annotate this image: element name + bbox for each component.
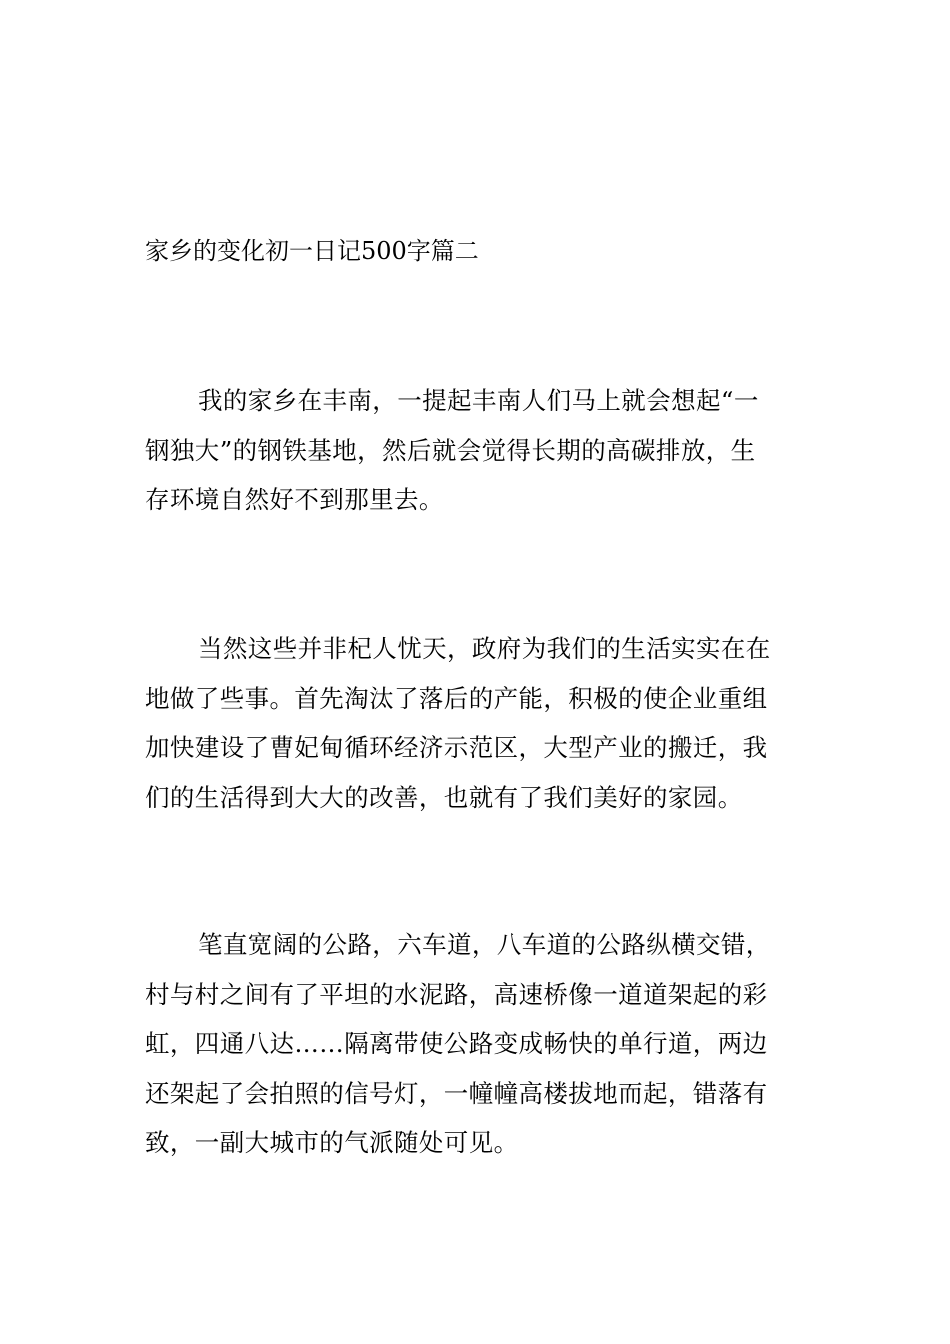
- paragraph-line: 致，一副大城市的气派随处可见。: [145, 1128, 519, 1157]
- paragraph-2: [145, 624, 807, 822]
- paragraph-line: 存环境自然好不到那里去。: [145, 485, 444, 514]
- document-title: 家乡的变化初一日记500字篇二: [145, 237, 479, 265]
- paragraph-line: 笔直宽阔的公路，六车道，八车道的公路纵横交错，: [198, 930, 771, 959]
- paragraph-3: [145, 920, 807, 1168]
- paragraph-line: 加快建设了曹妃甸循环经济示范区，大型产业的搬迁，我: [145, 733, 768, 762]
- paragraph-line: 钢独大”的钢铁基地，然后就会觉得长期的高碳排放，生: [145, 435, 756, 465]
- paragraph-line: 村与村之间有了平坦的水泥路，高速桥像一道道架起的彩: [145, 979, 768, 1009]
- paragraph-line: 当然这些并非杞人忧天，政府为我们的生活实实在在: [198, 634, 771, 663]
- paragraph-1: [145, 376, 807, 525]
- paragraph-line: 我的家乡在丰南，一提起丰南人们马上就会想起“一: [198, 386, 759, 415]
- paragraph-line: 虹，四通八达……隔离带使公路变成畅快的单行道，两边: [145, 1029, 768, 1058]
- paragraph-line: 还架起了会拍照的信号灯，一幢幢高楼拔地而起，错落有: [145, 1078, 768, 1108]
- paragraph-line: 们的生活得到大大的改善，也就有了我们美好的家园。: [145, 782, 743, 812]
- paragraph-line: 地做了些事。首先淘汰了落后的产能，积极的使企业重组: [145, 683, 768, 713]
